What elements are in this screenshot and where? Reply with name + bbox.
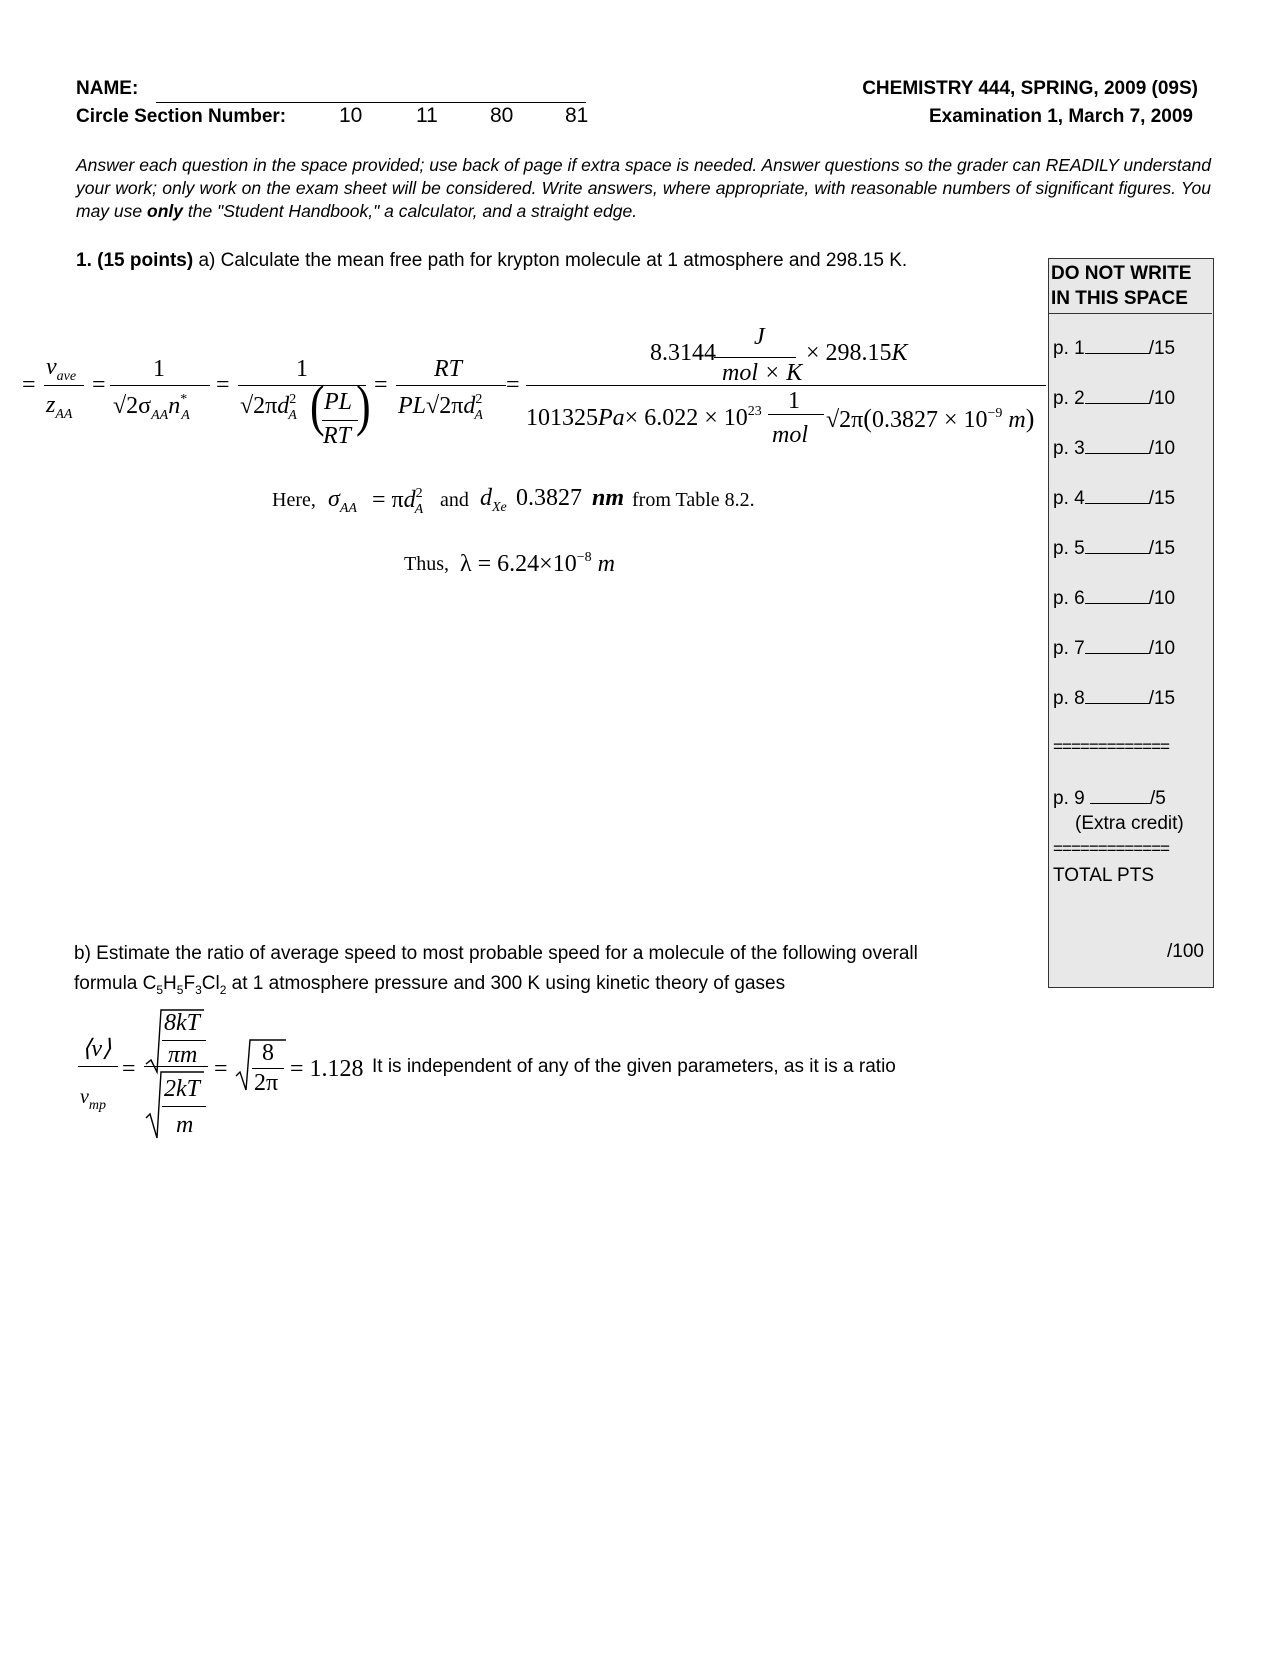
section-label: Circle Section Number: [76,106,287,127]
grade-row-p3: p. 3 /10 [1053,438,1176,459]
grade-row-p4: p. 4 /15 [1053,488,1176,509]
question-1b-line2: formula $C_5H_5F_3Cl_2$ at 1 atmosphere pressure and 300 K using kinetic theory of gases [74,973,786,997]
total-points-label: TOTAL PTS [1053,865,1155,886]
section-option-81[interactable]: 81 [565,104,589,127]
grade-row-p7: p. 7 /10 [1053,638,1176,659]
grade-row-p9: p. 9 /5 [1053,788,1166,809]
total-points-max: /100 [1167,941,1204,962]
grade-row-p8: p. 8 /15 [1053,688,1176,709]
extra-credit-note: (Extra credit) [1075,813,1184,834]
grade-row-p6: p. 6 /10 [1053,588,1176,609]
section-option-10[interactable]: 10 [339,104,363,127]
grade-row-p2: p. 2 /10 [1053,388,1176,409]
grade-separator: ============= [1053,737,1170,756]
grade-row-p5: p. 5 /15 [1053,538,1176,559]
name-label: NAME: [76,78,139,99]
question-1a: 1. (15 points) a) Calculate the mean free path for krypton molecule at 1 atmosphere and 298.15 K. [76,250,908,271]
exam-title: Examination 1, March 7, 2009 [928,106,1193,127]
grade-separator-2: ============= [1053,839,1170,858]
question-1b-line1: b) Estimate the ratio of average speed to most probable speed for a molecule of the following overall [74,943,918,964]
grade-row-p1: p. 1 /15 [1053,338,1176,359]
section-option-80[interactable]: 80 [490,104,514,127]
instructions: Answer each question in the space provided; use back of page if extra space is needed. Answer questions so the grader can READILY understand your work; only work on the exam sheet will be considered. Write answers, where appropriate, with reasonable numbers of significant figures. You may use only the "Student Handbook," a calculator, and a straight edge. [76,155,1211,221]
section-option-11[interactable]: 11 [416,104,438,127]
course-title: CHEMISTRY 444, SPRING, 2009 (09S) [862,78,1198,99]
grade-box [1048,258,1214,988]
grade-box-title: DO NOT WRITE IN THIS SPACE [1051,263,1192,309]
